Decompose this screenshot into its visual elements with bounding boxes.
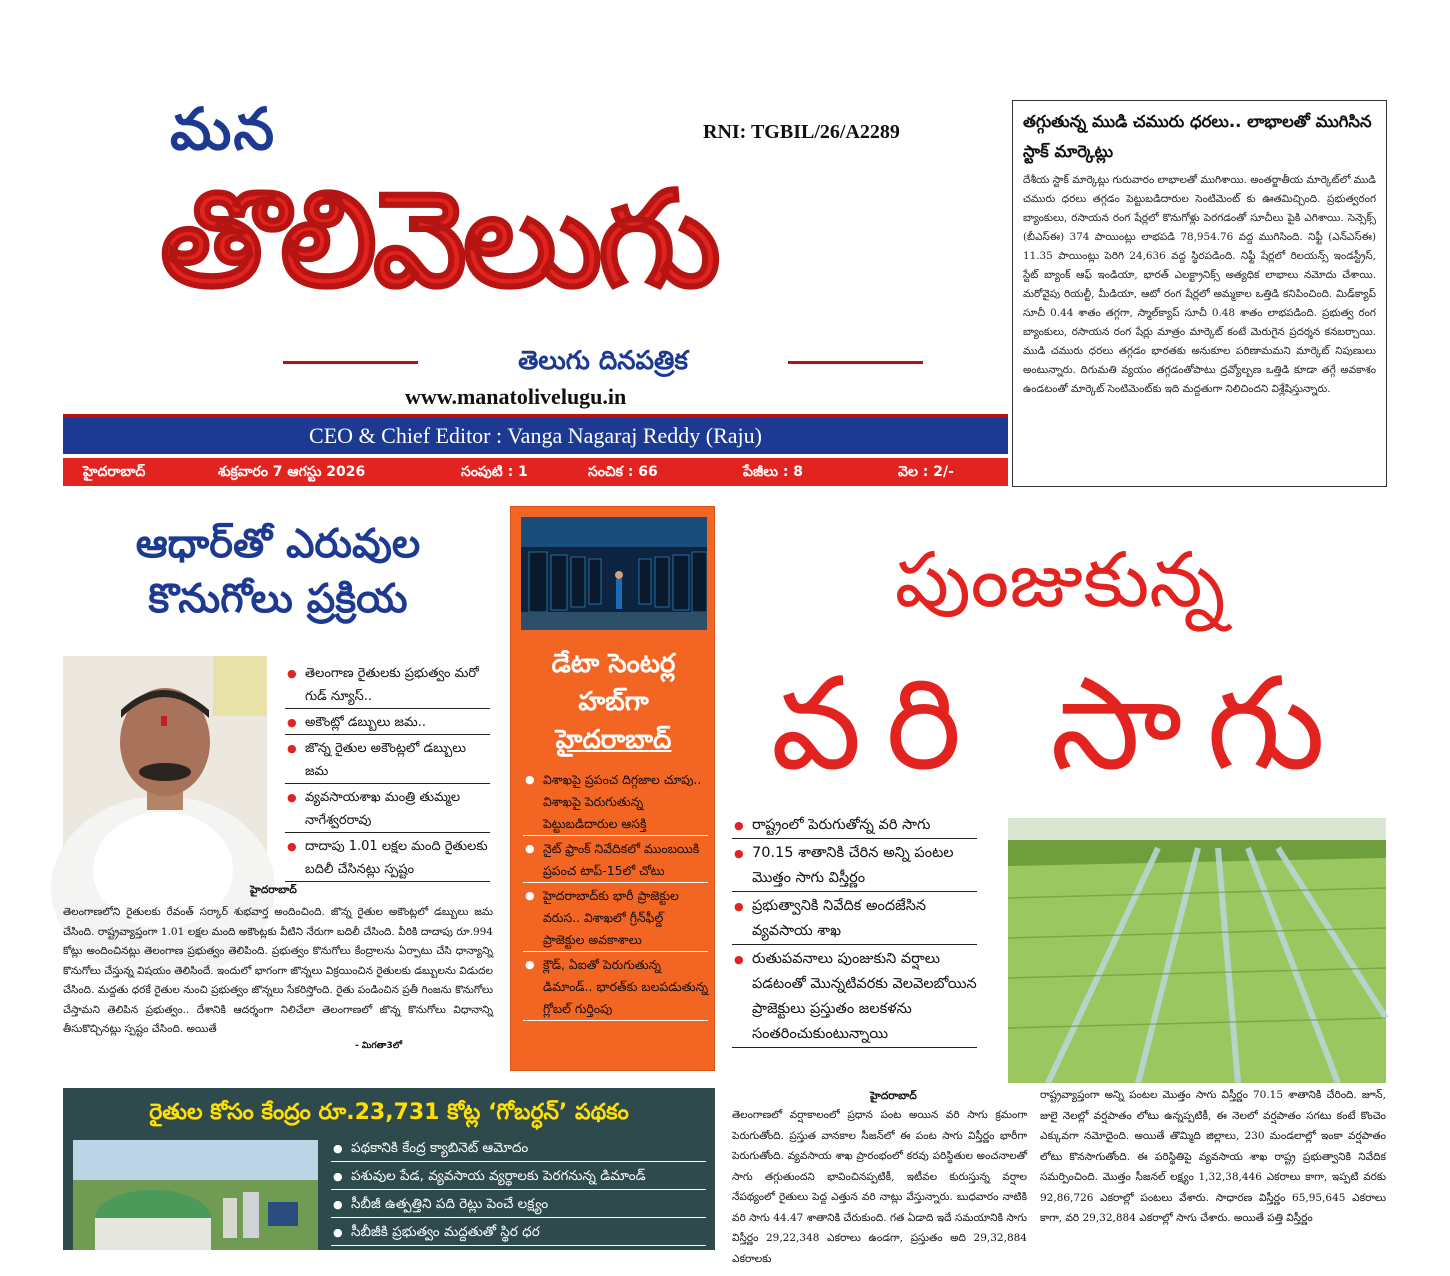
info-date: శుక్రవారం 7 ఆగస్టు 2026 — [218, 464, 366, 480]
issue-info-bar — [63, 458, 1008, 486]
list-item: ● దాదాపు 1.01 లక్షల మంది రైతులకు బదిలీ చేసినట్లు స్పష్టం — [285, 835, 490, 882]
list-item: ● హైదరాబాద్‌కు భారీ ప్రాజెక్టుల వరుస.. విశాఖలో గ్రీన్‌ఫీల్డ్ ప్రాజెక్టుల అవకాశాలు — [523, 885, 708, 952]
datacenter-story — [510, 506, 715, 1071]
list-item: ● నైట్ ఫ్రాంక్ నివేదికలో ముంబయికి ప్రపంచ టాప్-15లో చోటు — [523, 838, 708, 883]
list-item: ● రుతుపవనాలు పుంజుకుని వర్షాలు పడటంతో మొన్నటివరకు వెలవెలబోయిన ప్రాజెక్టులు ప్రస్తుతం జలకళను సంతరించుకుంటున్నాయి — [732, 947, 977, 1048]
list-item: ● ప్రభుత్వానికి నివేదిక అందజేసిన వ్యవసాయ శాఖ — [732, 894, 977, 945]
minister-photo — [63, 656, 267, 880]
gobardhan-story — [63, 1088, 715, 1268]
list-item: ● వ్యవసాయశాఖ మంత్రి తుమ్మల నాగేశ్వరరావు — [285, 786, 490, 833]
paddy-headline-main: వరి సాగు — [770, 650, 1350, 799]
stock-body: దేశీయ స్టాక్ మార్కెట్లు గురువారం లాభాలతో ముగిశాయి. అంతర్జాతీయ మార్కెట్‌లో ముడి చమురు ధరలు తగ్గడం పెట్టుబడిదారుల సెంటిమెంట్‌ కు ఊతమిచ్చింది. ప్రభుత్వరంగ బ్యాంకులు, రసాయన రంగ షేర్లలో కొనుగోళ్లు పెరగడంతో సూచీలు పైకి ఎగిశాయి. సెన్సెక్స్ (బీఎస్ఈ) 374 పాయింట్లు లాభపడి 78,954.76 వద్ద ముగిసింది. నిఫ్టీ (ఎన్ఎస్ఈ) 11.35 పాయింట్లు పెరిగి 24,636 వద్ద స్థిరపడింది. నిఫ్టీ షేర్లలో రిలయన్స్ ఇండస్ట్రీస్, స్టేట్ బ్యాంక్ ఆఫ్ ఇండియా, భారత్ ఎలక్ట్రానిక్స్ అత్యధిక లాభాలు నమోదు చేశాయి. మరోవైపు రియల్టీ, మీడియా, ఆటో రంగ షేర్లలో అమ్మకాల ఒత్తిడి కనిపించింది. మిడ్‌క్యాప్ సూచీ 0.44 శాతం తగ్గగా, స్మాల్‌క్యాప్ సూచీ 0.48 శాతం లాభపడింది. ప్రభుత్వ రంగ బ్యాంకులు, రసాయన రంగ షేర్లు మాత్రం మార్కెట్ కంటే మెరుగైన ప్రదర్శన కనబర్చాయి. ముడి చమురు ధరలు తగ్గడం భారతకు అనుకూల పరిణామమని మార్కెట్ నిపుణులు అంటున్నారు. దిగుమతి వ్యయం తగ్గడంతోపాటు ద్రవ్యోల్బణ ఒత్తిడి కూడా తగ్గే అవకాశం ఉండటంతో మార్కెట్ సెంటిమెంట్‌కు ఇది మద్దతుగా నిలిచిందని విశ్లేషిస్తున్నారు. — [1023, 174, 1376, 395]
aadhar-bullets — [285, 662, 490, 884]
newspaper-logo: తొలివెలుగు — [160, 163, 717, 317]
website-link[interactable]: www.manatolivelugu.in — [405, 384, 627, 409]
stock-headline: తగ్గుతున్న ముడి చమురు ధరలు.. లాభాలతో ముగిసిన స్టాక్ మార్కెట్లు — [1023, 112, 1372, 161]
paddy-field-photo — [1008, 818, 1386, 1083]
list-item: ● కొత్త ప్లాంట్లకు మూలధన సాయం — [331, 1248, 706, 1274]
tagline-block — [283, 343, 923, 379]
list-item: ● తెలంగాణ రైతులకు ప్రభుత్వం మరో గుడ్ న్యూస్.. — [285, 662, 490, 709]
datacenter-headline — [511, 645, 716, 759]
rni-number: RNI: TGBIL/26/A2289 — [703, 121, 900, 143]
list-item: ● అకౌంట్లో డబ్బులు జమ.. — [285, 711, 490, 735]
datacenter-bullets — [523, 769, 708, 1023]
paddy-dateline: హైదరాబాద్ — [870, 1090, 917, 1102]
gobardhan-bullets — [331, 1136, 706, 1276]
datacenter-headline-line: హబ్‌గా — [578, 687, 649, 717]
datacenter-headline-line: హైదరాబాద్ — [555, 725, 672, 755]
list-item: ● సీబీజీకి ప్రభుత్వం మద్దతుతో స్థిర ధర — [331, 1220, 706, 1246]
aadhar-body: తెలంగాణలోని రైతులకు రేవంత్ సర్కార్ శుభవార్త అందించింది. జొన్న రైతుల అకౌంట్లలో డబ్బులు జమ చేసింది. రాష్ట్రవ్యాప్తంగా 1.01 లక్షల మంది అకౌంట్లకు వీటిని నేరుగా బదిలీ చేసింది. వీరికి దాదాపు రూ.994 కోట్లు అందించినట్లు తెలంగాణ ప్రభుత్వం తెలిపింది. ప్రభుత్వం కొనుగోలు కేంద్రాలను ఏర్పాటు చేసి ధాన్యాన్ని కొనుగోలు చేస్తున్న విషయం తెలిసిందే. ఇందులో భాగంగా జొన్నలు విక్రయించిన రైతులకు డబ్బులను విడుదల చేసింది. మద్దతు ధరకే రైతుల నుంచి ప్రభుత్వం జొన్నలు సేకరిస్తోంది. రైతు పండించిన ప్రతీ గింజను కొనుగోలు చేస్తామని తెలిపిన ప్రభుత్వం.. దేశానికి ఆదర్శంగా నిలిచేలా తెలంగాణలో జొన్న కొనుగోలు విధానాన్ని తీసుకొచ్చినట్లు స్పష్టం చేసింది. అయితే — [63, 906, 493, 1035]
paddy-bullets — [732, 813, 977, 1050]
list-item: ● 70.15 శాతానికి చేరిన అన్ని పంటల మొత్తం సాగు విస్తీర్ణం — [732, 841, 977, 892]
paddy-body-col1: తెలంగాణలో వర్షాకాలంలో ప్రధాన పంట అయిన వరి సాగు క్రమంగా పెరుగుతోంది. ప్రస్తుత వానకాల సీజన్‌లో ఈ పంట సాగు విస్తీర్ణం భారీగా పెరుగుతోంది. వ్యవసాయ శాఖ ప్రారంభంలో కరవు పరిస్థితుల అంచనాలతో సాగు తగ్గుతుందని భావించినప్పటికీ, ఇటీవల కురుస్తున్న వర్షాల నేపథ్యంలో రైతులు పెద్ద ఎత్తున వరి నాట్లు వేస్తున్నారు. బుధవారం నాటికి వరి సాగు 44.47 శాతానికి చేరుకుంది. గత ఏడాది ఇదే సమయానికి సాగు విస్తీర్ణం 29,22,348 ఎకరాలు ఉండగా, ప్రస్తుతం అది 29,32,884 ఎకరాలకు — [732, 1109, 1027, 1265]
datacenter-headline-line: డేటా సెంటర్ల — [551, 649, 676, 679]
list-item: ● పశువుల పేడ, వ్యవసాయ వ్యర్థాలకు పెరగనున్న డిమాండ్ — [331, 1164, 706, 1190]
list-item: ● పథకానికి కేంద్ర క్యాబినెట్ ఆమోదం — [331, 1136, 706, 1162]
tagline-rule-left — [283, 361, 418, 364]
datacenter-photo-art — [521, 517, 707, 630]
info-issue: సంచిక : 66 — [588, 464, 658, 480]
aadhar-headline: ఆధార్‌తో ఎరువుల కొనుగోలు ప్రక్రియ — [135, 521, 421, 622]
info-volume: సంపుటి : 1 — [461, 464, 528, 480]
paddy-headline-top: పుంజుకున్న — [894, 535, 1226, 624]
info-price: వెల : 2/- — [898, 464, 954, 480]
info-city: హైదరాబాద్ — [83, 464, 146, 480]
ceo-bar: CEO & Chief Editor : Vanga Nagaraj Reddy (Raju) — [63, 414, 1008, 454]
list-item: ● సీబీజీ ఉత్పత్తిని పది రెట్లు పెంచే లక్ష్యం — [331, 1192, 706, 1218]
stock-market-story — [1012, 100, 1387, 487]
biogas-plant-art — [73, 1140, 318, 1250]
masthead-mana: మన — [170, 95, 277, 163]
list-item: ● విశాఖపై ప్రపంచ దిగ్గజాల చూపు.. విశాఖపై పెరుగుతున్న పెట్టుబడిదారుల ఆసక్తి — [523, 769, 708, 836]
gobardhan-headline: రైతుల కోసం కేంద్రం రూ.23,731 కోట్ల ‘గోబర్ధన్’ పథకం — [149, 1100, 629, 1125]
paddy-body-col2: రాష్ట్రవ్యాప్తంగా అన్ని పంటల మొత్తం సాగు విస్తీర్ణం 70.15 శాతానికి చేరింది. జూన్, జులై నెలల్లో వర్షపాతం లోటు ఉన్నప్పటికీ, ఈ నెలలో వర్షపాతం సగటు కంటే కొంచెం ఎక్కువగా నమోదైంది. అయితే తొమ్మిది జిల్లాలు, 230 మండలాల్లో ఇంకా వర్షపాతం లోటు కొనసాగుతోంది. ఈ పరిస్థితిపై వ్యవసాయ శాఖ రాష్ట్ర ప్రభుత్వానికి నివేదిక సమర్పించింది. మొత్తం సీజనల్ లక్ష్యం 1,32,38,446 ఎకరాలు కాగా, ఇప్పటి వరకు 92,86,726 ఎకరాల్లో పంటలు వేశారు. సాధారణ విస్తీర్ణం 65,95,645 ఎకరాలు కాగా, వరి 29,32,884 ఎకరాల్లో సాగు చేశారు. అయితే పత్తి విస్తీర్ణం — [1040, 1089, 1386, 1224]
list-item: ● క్లౌడ్, ఏఐతో పెరుగుతున్న డిమాండ్.. భారత్‌కు బలపడుతున్న గ్లోబల్ గుర్తింపు — [523, 954, 708, 1021]
tagline-rule-right — [788, 361, 923, 364]
list-item: ● జొన్న రైతుల అకౌంట్లలో డబ్బులు జమ — [285, 737, 490, 784]
aadhar-continued: - మిగతా3లో — [355, 1041, 402, 1051]
minister-photo-art — [63, 656, 267, 880]
biogas-plant-photo — [73, 1140, 318, 1250]
aadhar-dateline: హైదరాబాద్ — [250, 884, 297, 896]
datacenter-photo — [521, 517, 707, 630]
info-pages: పేజీలు : 8 — [743, 464, 804, 480]
list-item: ● రాష్ట్రంలో పెరుగుతోన్న వరి సాగు — [732, 813, 977, 839]
paddy-field-art — [1008, 818, 1386, 1083]
tagline: తెలుగు దినపత్రిక — [518, 346, 688, 376]
